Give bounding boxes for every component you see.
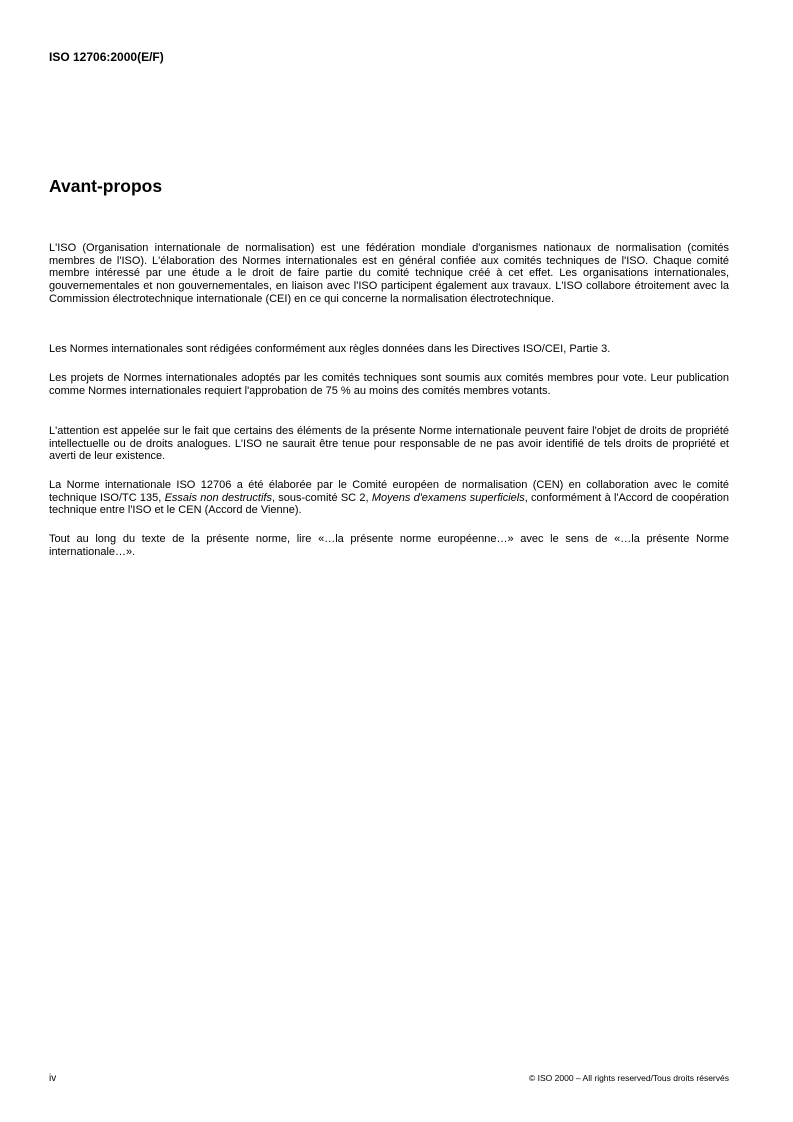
paragraph-1: L'ISO (Organisation internationale de normalisation) est une fédération mondiale d'organismes nationaux de normalisation (comités membres de l'ISO). L'élaboration des Normes internationales est en général confiée aux comités techniques de l'ISO. Chaque comité membre intéressé par une étude a le droit de faire partie du comité technique créé à cet effet. Les organisations internationales, gouvernementales et non gouvernementales, en liaison avec l'ISO participent également aux travaux. L'ISO collabore étroitement avec la Commission électrotechnique internationale (CEI) en ce qui concerne la normalisation électrotechnique.: [49, 242, 729, 305]
page-number: iv: [49, 1073, 57, 1084]
italic-title: Essais non destructifs: [164, 491, 272, 504]
paragraph-2: Les Normes internationales sont rédigées conformément aux règles données dans les Directives ISO/CEI, Partie 3.: [49, 343, 611, 355]
document-header: ISO 12706:2000(E/F): [49, 50, 164, 64]
text: , sous-comité SC 2,: [271, 491, 372, 504]
page-title: Avant-propos: [49, 176, 163, 196]
paragraph-4: L'attention est appelée sur le fait que certains des éléments de la présente Norme internationale peuvent faire l'objet de droits de propriété intellectuelle ou de droits analogues. L'ISO ne saurait être tenue pour responsable de ne pas avoir identifié de tels droits de propriété et averti de leur existence.: [49, 425, 729, 463]
paragraph-6: Tout au long du texte de la présente norme, lire «…la présente norme européenne…» avec le sens de «…la présente Norme internationale…».: [49, 533, 729, 558]
text: , conformément à l'Accord de coopération technique entre l'ISO et le CEN (Accord de Vienne).: [49, 491, 729, 517]
italic-title: Moyens d'examens superficiels: [371, 491, 525, 504]
copyright: © ISO 2000 – All rights reserved/Tous droits réservés: [529, 1073, 729, 1083]
paragraph-5: [49, 479, 729, 517]
paragraph-3: Les projets de Normes internationales adoptés par les comités techniques sont soumis aux comités membres pour vote. Leur publication comme Normes internationales requiert l'approbation de 75 % au moins des comités membres votants.: [49, 372, 729, 397]
text: La Norme internationale ISO 12706 a été élaborée par le Comité européen de normalisation (CEN) en collaboration avec le comité technique ISO/TC 135,: [49, 479, 729, 504]
